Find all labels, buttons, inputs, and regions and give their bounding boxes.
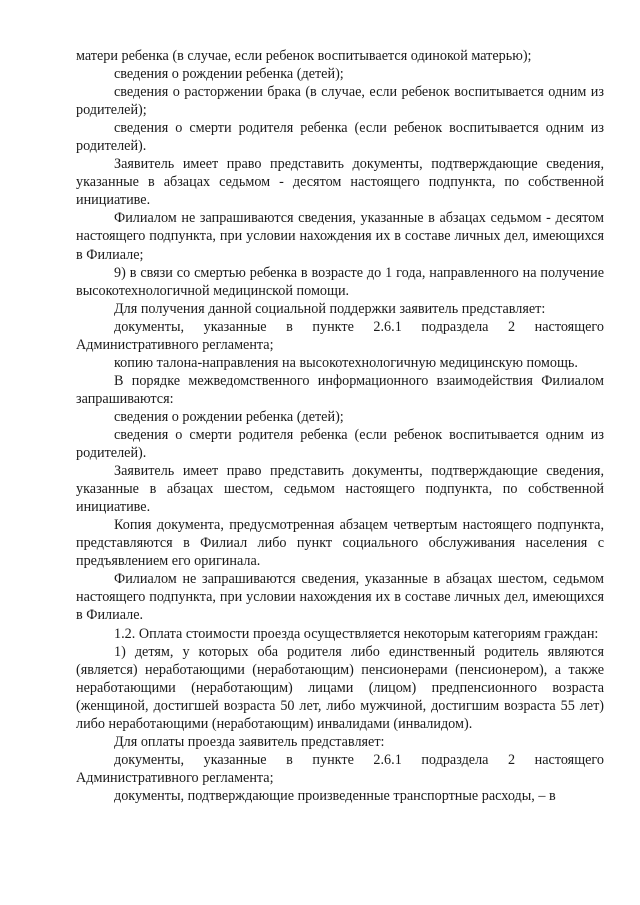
paragraph: Заявитель имеет право представить документы, подтверждающие сведения, указанные в абзацах шестом, седьмом настоящего подпункта, по собственной инициативе. [76,463,604,516]
paragraph: 1.2. Оплата стоимости проезда осуществляется некоторым категориям граждан: [114,625,599,642]
paragraph: матери ребенка (в случае, если ребенок воспитывается одинокой матерью); [76,48,532,64]
paragraph: документы, указанные в пункте 2.6.1 подраздела 2 настоящего Административного регламента; [76,318,604,353]
paragraph: В порядке межведомственного информационного взаимодействия Филиалом запрашиваются: [76,372,604,407]
paragraph: 1) детям, у которых оба родителя либо единственный родитель являются (является) неработающими (неработающим) пенсионерами (пенсионером), а также неработающими (неработающим) лицами (лицом) предпенсионного возраста (женщиной, достигшей возраста 50 лет, либо мужчиной, достигшим возраста 55 лет) либо неработающими (неработающим) инвалидами (инвалидом). [76,643,604,732]
paragraph: сведения о рождении ребенка (детей); [114,408,344,425]
paragraph: сведения о рождении ребенка (детей); [114,66,344,83]
paragraph: Для оплаты проезда заявитель представляет: [114,733,385,750]
document-page [76,47,604,805]
paragraph: документы, подтверждающие произведенные транспортные расходы, – в [114,787,556,804]
paragraph: 9) в связи со смертью ребенка в возрасте до 1 года, направленного на получение высокотехнологичной медицинской помощи. [76,264,604,299]
paragraph: сведения о смерти родителя ребенка (если ребенок воспитывается одним из родителей). [76,120,604,155]
paragraph: сведения о расторжении брака (в случае, если ребенок воспитывается одним из родителей); [76,84,604,119]
paragraph: Филиалом не запрашиваются сведения, указанные в абзацах шестом, седьмом настоящего подпункта, при условии нахождения их в составе личных дел, имеющихся в Филиале. [76,571,604,624]
paragraph: сведения о смерти родителя ребенка (если ребенок воспитывается одним из родителей). [76,426,604,462]
paragraph: Филиалом не запрашиваются сведения, указанные в абзацах седьмом - десятом настоящего подпункта, при условии нахождения их в составе личных дел, имеющихся в Филиале; [76,210,604,263]
paragraph: Копия документа, предусмотренная абзацем четвертым настоящего подпункта, представляются в Филиал либо пункт социального обслуживания населения с предъявлением его оригинала. [76,517,604,570]
paragraph: копию талона-направления на высокотехнологичную медицинскую помощь. [114,354,578,371]
paragraph: Заявитель имеет право представить документы, подтверждающие сведения, указанные в абзацах седьмом - десятом настоящего подпункта, по собственной инициативе. [76,156,604,209]
paragraph: документы, указанные в пункте 2.6.1 подраздела 2 настоящего Административного регламента; [76,751,604,786]
paragraph: Для получения данной социальной поддержки заявитель представляет: [114,300,546,317]
